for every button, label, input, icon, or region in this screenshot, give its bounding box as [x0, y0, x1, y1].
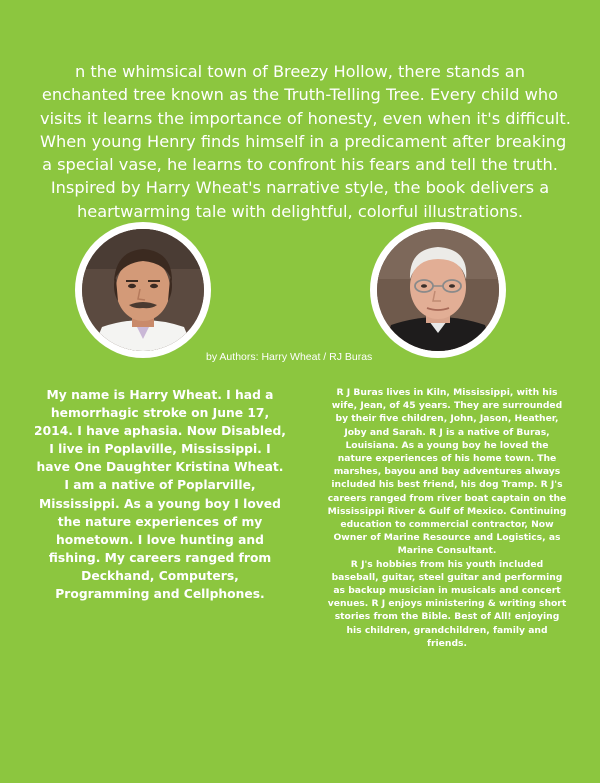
author-byline: by Authors: Harry Wheat / RJ Buras: [206, 351, 373, 363]
harry-wheat-photo: [82, 229, 204, 351]
bio-line: My name is Harry Wheat. I had a: [46, 388, 274, 402]
bio-line: R J's hobbies from his youth included: [350, 558, 544, 570]
book-synopsis: [40, 60, 571, 223]
bio-line: careers ranged from river boat captain on the: [327, 492, 567, 504]
harry-wheat-bio: [20, 386, 300, 603]
synopsis-line: visits it learns the importance of honesty, even when it's difficult.: [40, 108, 571, 128]
rj-buras-bio: [302, 386, 592, 650]
bio-line: Deckhand, Computers,: [81, 568, 239, 583]
bio-line: fishing. My careers ranged from: [48, 550, 272, 565]
bio-line: Mississippi. As a young boy I loved: [39, 496, 281, 511]
bio-line: Programming and Cellphones.: [55, 587, 265, 602]
bio-line: stories from the Bible. Best of All! enjoying: [334, 611, 560, 623]
bio-line: R J Buras lives in Kiln, Mississippi, with his: [336, 387, 558, 398]
bio-line: as backup musician in musicals and concert: [333, 585, 561, 597]
bio-line: Joby and Sarah. R J is a native of Buras,: [344, 426, 550, 438]
bio-line: Louisiana. As a young boy he loved the: [345, 439, 549, 451]
bio-line: have One Daughter Kristina Wheat.: [36, 460, 284, 475]
bio-line: Marine Consultant.: [397, 545, 497, 557]
bio-line: nature experiences of his home town. The: [337, 453, 557, 465]
bio-line: I am a native of Poplarville,: [64, 478, 256, 493]
bio-line: education to commercial contractor, Now: [340, 519, 554, 531]
bio-line: the nature experiences of my: [57, 514, 263, 529]
synopsis-line: When young Henry finds himself in a predicament after breaking: [40, 131, 567, 151]
synopsis-line: a special vase, he learns to confront his fears and tell the truth.: [42, 155, 558, 175]
bio-line: included his best friend, his dog Tramp. R J's: [331, 479, 563, 491]
rj-buras-portrait: [370, 222, 506, 358]
bio-line: friends.: [427, 637, 467, 649]
synopsis-line: heartwarming tale with delightful, colorful illustrations.: [77, 201, 523, 221]
bio-line: venues. R J enjoys ministering & writing short: [327, 598, 567, 610]
bio-line: hemorrhagic stroke on June 17,: [50, 406, 270, 421]
bio-line: 2014. I have aphasia. Now Disabled,: [34, 424, 286, 439]
bio-line: marshes, bayou and bay adventures always: [333, 466, 561, 478]
bio-line: hometown. I love hunting and: [56, 532, 264, 547]
synopsis-line: Inspired by Harry Wheat's narrative style, the book delivers a: [50, 178, 550, 198]
synopsis-line: enchanted tree known as the Truth-Telling Tree. Every child who: [41, 85, 559, 105]
bio-line: baseball, guitar, steel guitar and performing: [331, 571, 563, 583]
synopsis-line: n the whimsical town of Breezy Hollow, there stands an: [75, 62, 525, 81]
bio-line: his children, grandchildren, family and: [346, 624, 548, 636]
rj-buras-photo: [377, 229, 499, 351]
bio-line: Owner of Marine Resource and Logistics, as: [333, 532, 561, 544]
harry-wheat-portrait: [75, 222, 211, 358]
bio-line: by their five children, John, Jason, Heather,: [335, 413, 559, 425]
bio-line: I live in Poplaville, Mississippi. I: [49, 442, 271, 457]
bio-line: Mississippi River & Gulf of Mexico. Continuing: [327, 505, 567, 517]
bio-line: wife, Jean, of 45 years. They are surrounded: [331, 400, 563, 412]
